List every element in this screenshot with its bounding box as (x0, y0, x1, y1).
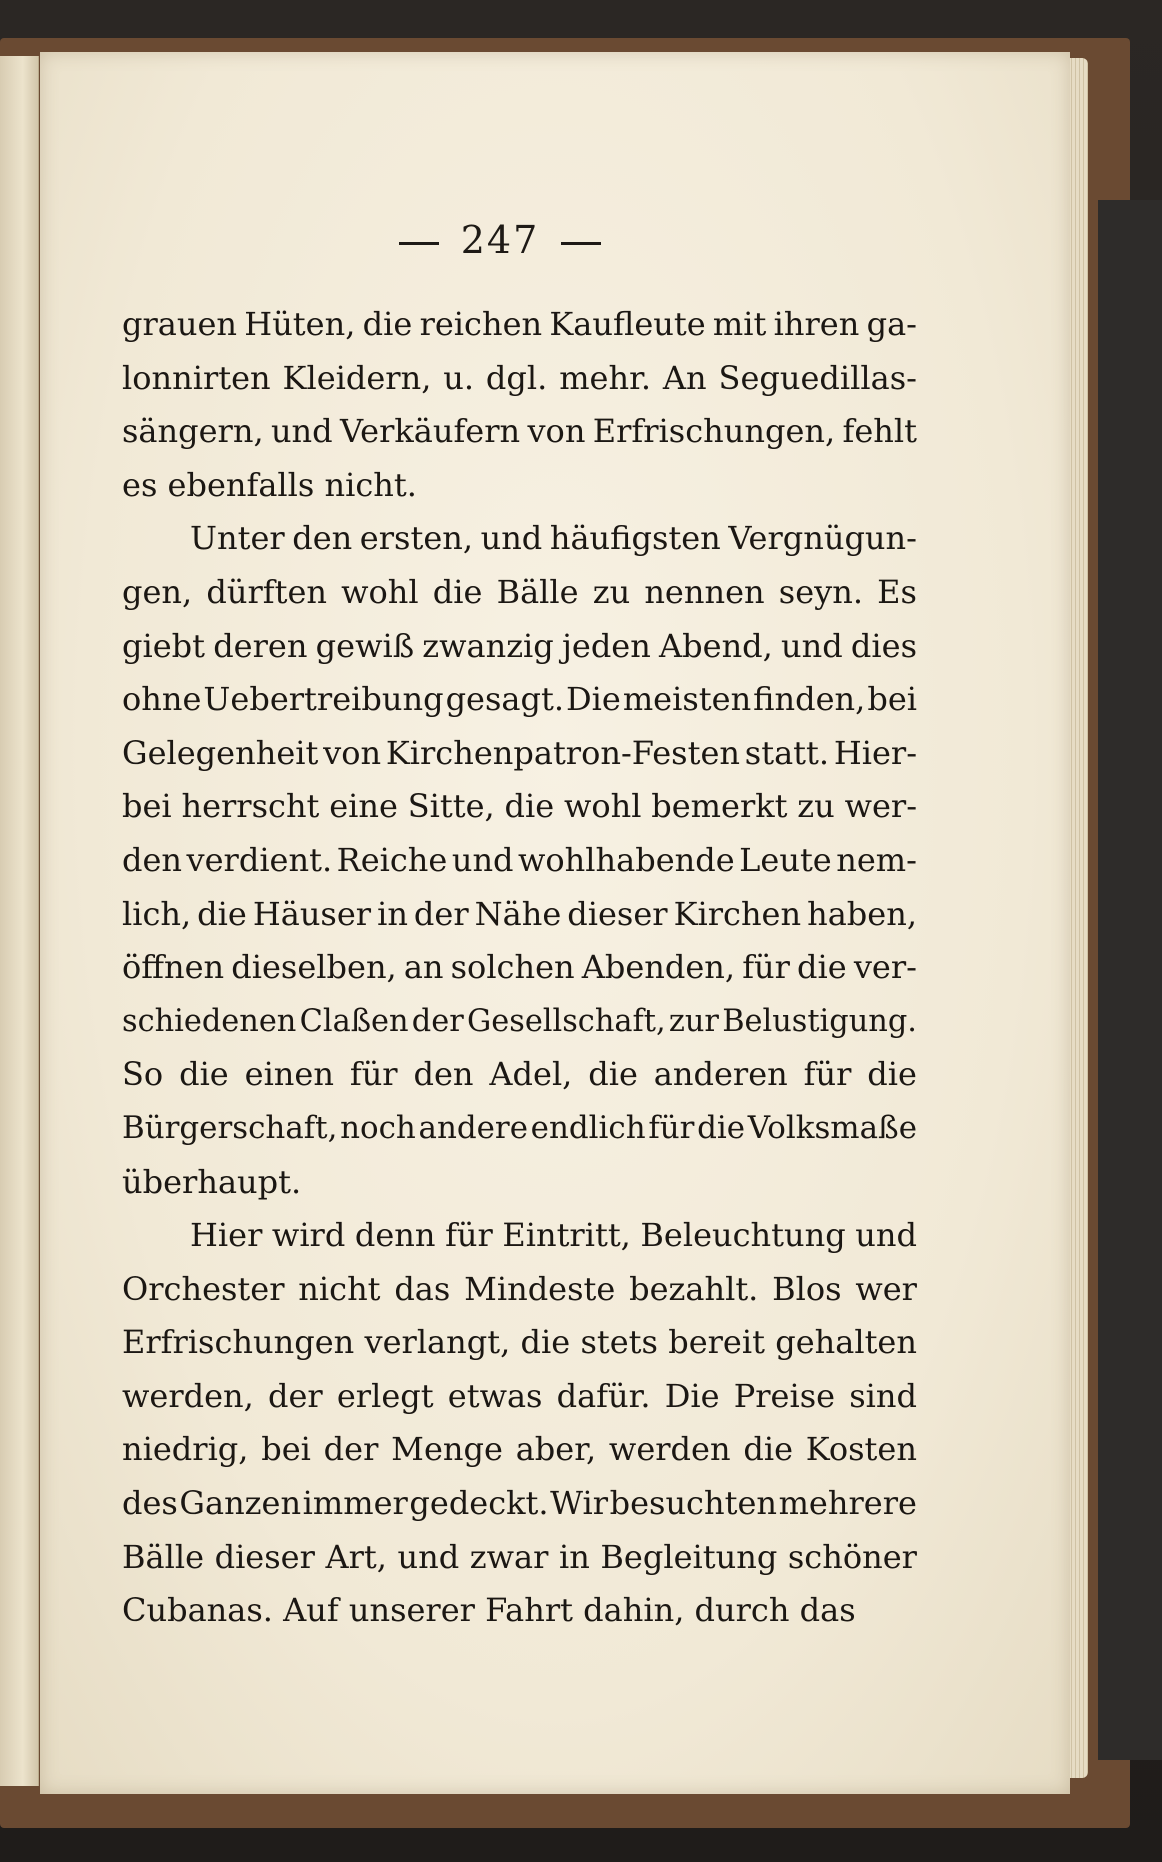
text-line: lonnirten Kleidern, u. dgl. mehr. An Seguedillas- (122, 358, 917, 397)
text-line: gen, dürften wohl die Bälle zu nennen seyn. Es (122, 572, 917, 611)
text-line: überhaupt. (122, 1162, 302, 1201)
text-line: Bürgerschaft, noch andere endlich für die Volksmaße (122, 1109, 917, 1146)
text-line: Gelegenheit von Kirchenpatron-Festen statt. Hier- (122, 733, 917, 772)
text-line: bei herrscht eine Sitte, die wohl bemerkt zu wer- (122, 787, 917, 826)
text-line: Cubanas. Auf unserer Fahrt dahin, durch das (122, 1591, 856, 1630)
paragraph (122, 298, 917, 512)
paragraph (122, 512, 917, 1209)
text-line: öffnen dieselben, an solchen Abenden, für die ver- (122, 948, 917, 987)
text-line: den verdient. Reiche und wohlhabende Leute nem- (122, 840, 917, 879)
text-line: Bälle dieser Art, und zwar in Begleitung schöner (122, 1537, 917, 1576)
text-line: es ebenfalls nicht. (122, 465, 417, 504)
text-line: sängern, und Verkäufern von Erfrischungen, fehlt (122, 412, 917, 451)
page-number: 247 (460, 218, 540, 262)
text-line: grauen Hüten, die reichen Kaufleute mit ihren ga- (122, 305, 917, 343)
text-line: Hier wird denn für Eintritt, Beleuchtung und (190, 1216, 917, 1255)
facing-page-edge (0, 56, 39, 1786)
header-dash-right (561, 242, 601, 245)
text-line: werden, der erlegt etwas dafür. Die Preise sind (122, 1376, 917, 1415)
text-line: Erfrischungen verlangt, die stets bereit gehalten (122, 1323, 917, 1362)
text-line: giebt deren gewiß zwanzig jeden Abend, und dies (122, 626, 917, 665)
text-line: niedrig, bei der Menge aber, werden die Kosten (122, 1430, 917, 1469)
text-line: Orchester nicht das Mindeste bezahlt. Blos wer (122, 1269, 917, 1308)
book-spine-right (1098, 200, 1162, 1760)
paragraph (122, 1209, 917, 1638)
text-line: lich, die Häuser in der Nähe dieser Kirchen haben, (122, 894, 917, 933)
text-line: ohne Uebertreibung gesagt. Die meisten finden, bei (122, 680, 917, 719)
body-text (122, 298, 917, 1638)
text-line: des Ganzen immer gedeckt. Wir besuchten mehrere (122, 1484, 917, 1523)
text-line: So die einen für den Adel, die anderen für die (122, 1055, 917, 1094)
text-line: Unter den ersten, und häufigsten Vergnügun- (190, 519, 917, 558)
text-line: schiedenen Claßen der Gesellschaft, zur Belustigung. (122, 1003, 917, 1039)
header-dash-left (399, 242, 439, 245)
page-header (350, 218, 650, 262)
